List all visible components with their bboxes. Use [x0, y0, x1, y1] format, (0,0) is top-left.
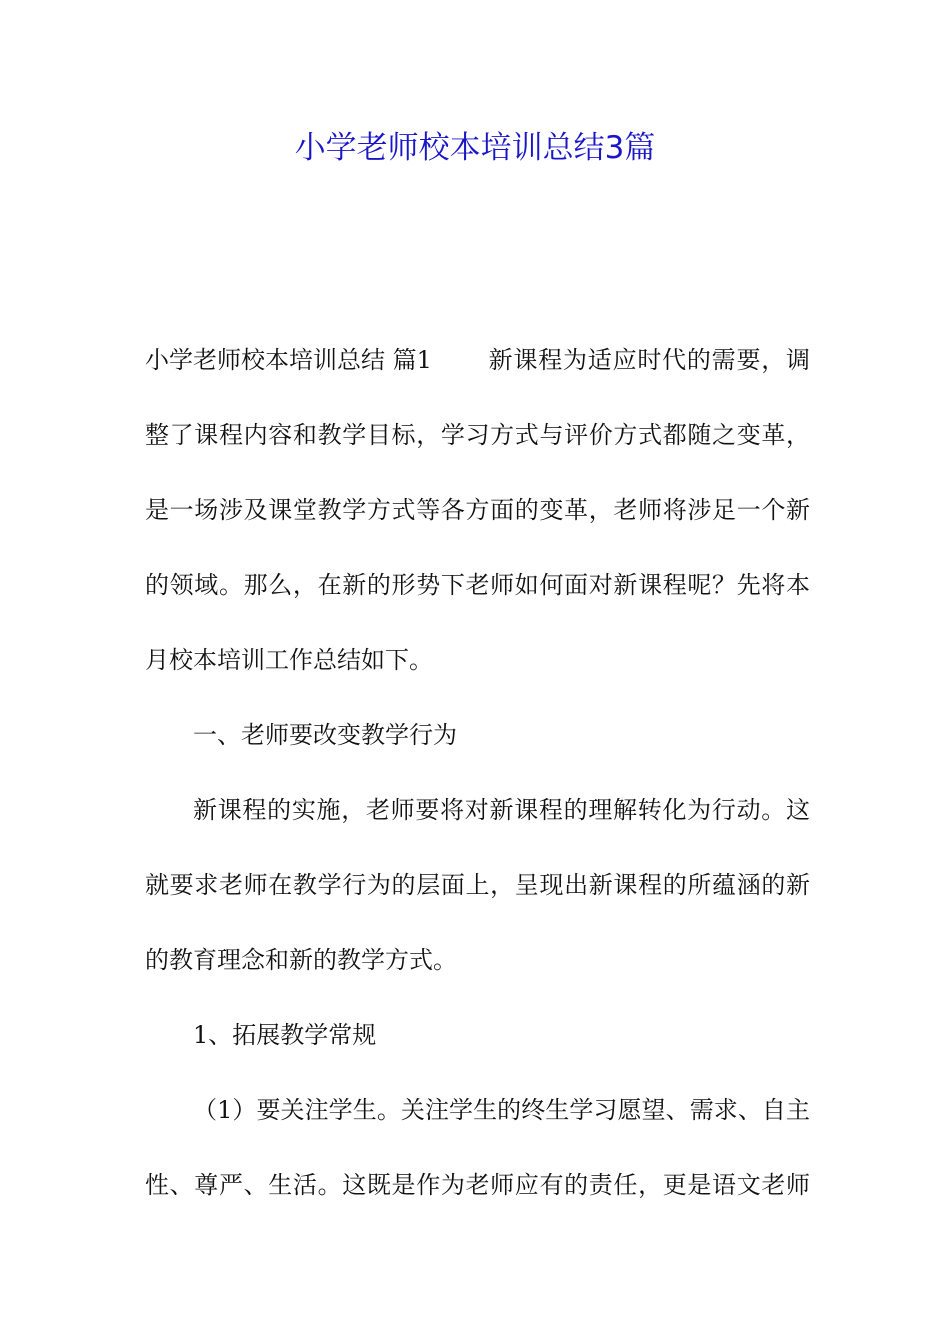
- paragraph-2-line-1: 新课程的实施，老师要将对新课程的理解转化为行动。这: [193, 796, 810, 824]
- paragraph-1-text-1: 新课程为适应时代的需要，调: [487, 346, 810, 374]
- paragraph-2-line-2: 就要求老师在教学行为的层面上，呈现出新课程的所蕴涵的新: [145, 871, 810, 899]
- section-label: 小学老师校本培训总结 篇1: [145, 346, 432, 374]
- paragraph-3-line-2: 性、尊严、生活。这既是作为老师应有的责任，更是语文老师: [145, 1171, 810, 1199]
- heading-1: 一、老师要改变教学行为: [193, 721, 457, 749]
- paragraph-3-line-1: （1）要关注学生。关注学生的终生学习愿望、需求、自主: [193, 1096, 810, 1124]
- paragraph-1-line-4: 的领域。那么，在新的形势下老师如何面对新课程呢？先将本: [145, 571, 810, 599]
- document-title: 小学老师校本培训总结3篇: [294, 130, 656, 166]
- paragraph-1-line-5: 月校本培训工作总结如下。: [145, 646, 433, 674]
- heading-2: 1、拓展教学常规: [193, 1021, 377, 1049]
- paragraph-1-line-3: 是一场涉及课堂教学方式等各方面的变革，老师将涉足一个新: [145, 496, 810, 524]
- paragraph-1-line-1: [145, 341, 810, 379]
- paragraph-2-line-3: 的教育理念和新的教学方式。: [145, 946, 457, 974]
- paragraph-1-line-2: 整了课程内容和教学目标，学习方式与评价方式都随之变革，: [145, 421, 810, 449]
